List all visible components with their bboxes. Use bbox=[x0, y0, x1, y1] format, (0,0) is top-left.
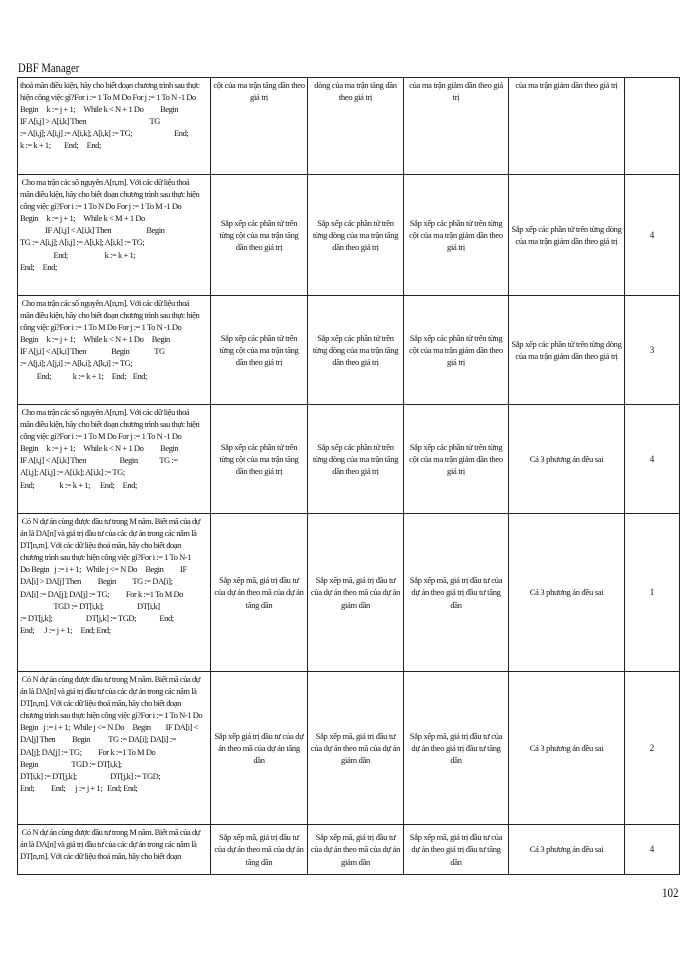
app-title: DBF Manager bbox=[18, 60, 80, 75]
option-b: dòng của ma trận tăng dần theo giá trị bbox=[308, 78, 404, 175]
answer-cell: 2 bbox=[625, 672, 680, 825]
option-a: Sắp xếp các phần tử trên từng cột của ma trận tăng dần theo giá trị bbox=[211, 175, 308, 296]
option-d: của ma trận giảm dần theo giá trị bbox=[509, 78, 625, 175]
question-text: Cho ma trận các số nguyên A[n,m]. Với các dữ liệu thoả mãn điều kiện, hãy cho biết đoạn chương trình sau thực hiện công việc gì?For i := 1 To M Do For j := 1 To N -1 Do Begin k := j + 1; While k < N + 1 Do Begin IF A[j,i] < A[k,i] Then Begin TG := A[j,i]; A[j,i] := A[k,i]; A[k,i] := TG; End; k := k + 1; End; End; bbox=[18, 296, 211, 405]
question-text: Cho ma trận các số nguyên A[n,m]. Với các dữ liệu thoả mãn điều kiện, hãy cho biết đoạn chương trình sau thực hiện công việc gì?For i := 1 To M Do For j := 1 To N -1 Do Begin k := j + 1; While k < N + 1 Do Begin IF A[i,j] < A[i,k] Then Begin TG := A[i,j]; A[i,j] := A[i,k]; A[i,k] := TG; End; k := k + 1; End; End; bbox=[18, 405, 211, 514]
answer-cell: 4 bbox=[625, 405, 680, 514]
option-b: Sắp xếp các phần tử trên từng dòng của ma trận tăng dần theo giá trị bbox=[308, 175, 404, 296]
option-a: Sắp xếp các phần tử trên từng cột của ma trận tăng dần theo giá trị bbox=[211, 405, 308, 514]
option-b: Sắp xếp mã, giá trị đầu tư của dự án theo mã của dự án giảm dần bbox=[308, 672, 404, 825]
question-row-2 bbox=[18, 175, 680, 296]
option-a: Sắp xếp giá trị đầu tư của dự án theo mã của dự án tăng dần bbox=[211, 672, 308, 825]
question-row-4 bbox=[18, 405, 680, 514]
option-c: của ma trận giảm dần theo giá trị bbox=[404, 78, 509, 175]
option-b: Sắp xếp các phần tử trên từng dòng của ma trận tăng dần theo giá trị bbox=[308, 296, 404, 405]
question-row-1 bbox=[18, 78, 680, 175]
option-d: Sắp xếp các phần tử trên từng dòng của ma trận giảm dần theo giá trị bbox=[509, 296, 625, 405]
option-d: Sắp xếp các phần tử trên từng dòng của ma trận giảm dần theo giá trị bbox=[509, 175, 625, 296]
answer-cell bbox=[625, 78, 680, 175]
question-row-7 bbox=[18, 825, 680, 875]
option-a: Sắp xếp mã, giá trị đầu tư của dự án theo mã của dự án tăng dần bbox=[211, 514, 308, 672]
page-number: 102 bbox=[662, 885, 679, 900]
option-d: Cả 3 phương án đều sai bbox=[509, 672, 625, 825]
question-row-3 bbox=[18, 296, 680, 405]
option-d: Cả 3 phương án đều sai bbox=[509, 405, 625, 514]
option-c: Sắp xếp các phần tử trên từng cột của ma trận giảm dần theo giá trị bbox=[404, 405, 509, 514]
answer-cell: 4 bbox=[625, 825, 680, 875]
option-c: Sắp xếp mã, giá trị đầu tư của dự án theo giá trị đầu tư tăng dần bbox=[404, 672, 509, 825]
option-d: Cả 3 phương án đều sai bbox=[509, 825, 625, 875]
question-text: Cho ma trận các số nguyên A[n,m]. Với các dữ liệu thoả mãn điều kiện, hãy cho biết đoạn chương trình sau thực hiện công việc gì?For i := 1 To N Do For j := 1 To M -1 Do Begin k := j + 1; While k < M + 1 Do IF A[i,j] < A[i,k] Then Begin TG := A[i,j]; A[i,j] := A[i,k]; A[i,k] := TG; End; k := k + 1; End; End; bbox=[18, 175, 211, 296]
answer-cell: 4 bbox=[625, 175, 680, 296]
question-text: thoả mãn điều kiện, hãy cho biết đoạn chương trình sau thực hiện công việc gì?For i := 1 To M Do For j := 1 To N -1 Do Begin k := j + 1; While k < N + 1 Do Begin IF A[i,j] > A[i,k] Then TG := A[i,j]; A[i,j] := A[i,k]; A[i,k] := TG; End; k := k + 1; End; End; bbox=[18, 78, 211, 175]
question-text: Có N dự án cùng được đầu tư trong M năm. Biết mã của dự án là DA[n] và giá trị đầu tư của các dự án trong các năm là DT[n,m]. Với các dữ liệu thoả mãn, hãy cho biết đoạn bbox=[18, 825, 211, 875]
option-a: cột của ma trận tăng dần theo giá trị bbox=[211, 78, 308, 175]
option-c: Sắp xếp các phần tử trên từng cột của ma trận giảm dần theo giá trị bbox=[404, 175, 509, 296]
questions-table bbox=[17, 77, 680, 875]
option-b: Sắp xếp mã, giá trị đầu tư của dự án theo mã của dự án giảm dần bbox=[308, 825, 404, 875]
answer-cell: 1 bbox=[625, 514, 680, 672]
answer-cell: 3 bbox=[625, 296, 680, 405]
question-text: Có N dự án cùng được đầu tư trong M năm. Biết mã của dự án là DA[n] và giá trị đầu tư của các dự án trong các năm là DT[n,m]. Với các dữ liệu thoả mãn, hãy cho biết đoạn chương trình sau thực hiện công việc gì?For i := 1 To N-1 Do Begin j := i + 1; While j <= N Do Begin IF DA[i] < DA[j] Then Begin TG := DA[i]; DA[i] := DA[j]; DA[j] := TG; For k :=1 To M Do Begin TGD := DT[i,k]; DT[i,k] := DT[j,k]; DT[j,k] := TGD; End; End; j := j + 1; End; End; bbox=[18, 672, 211, 825]
option-c: Sắp xếp các phần tử trên từng cột của ma trận giảm dần theo giá trị bbox=[404, 296, 509, 405]
question-row-6 bbox=[18, 672, 680, 825]
question-text: Có N dự án cùng được đầu tư trong M năm. Biết mã của dự án là DA[n] và giá trị đầu tư của các dự án trong các năm là DT[n,m]. Với các dữ liệu thoả mãn, hãy cho biết đoạn chương trình sau thực hiện công việc gì?For i := 1 To N-1 Do Begin j := i + 1; While j <= N Do Begin IF DA[i] > DA[j] Then Begin TG := DA[i]; DA[i] := DA[j]; DA[j] := TG; For k :=1 To M Do TGD := DT[i,k]; DT[i,k] := DT[j,k]; DT[j,k] := TGD; End; End; J := j + 1; End; End; bbox=[18, 514, 211, 672]
option-d: Cả 3 phương án đều sai bbox=[509, 514, 625, 672]
option-c: Sắp xếp mã, giá trị đầu tư của dự án theo giá trị đầu tư tăng dần bbox=[404, 514, 509, 672]
option-c: Sắp xếp mã, giá trị đầu tư của dự án theo giá trị đầu tư tăng dần bbox=[404, 825, 509, 875]
option-a: Sắp xếp mã, giá trị đầu tư của dự án theo mã của dự án tăng dần bbox=[211, 825, 308, 875]
question-row-5 bbox=[18, 514, 680, 672]
option-b: Sắp xếp các phần tử trên từng dòng của ma trận tăng dần theo giá trị bbox=[308, 405, 404, 514]
option-b: Sắp xếp mã, giá trị đầu tư của dự án theo mã của dự án giảm dần bbox=[308, 514, 404, 672]
option-a: Sắp xếp các phần tử trên từng cột của ma trận tăng dần theo giá trị bbox=[211, 296, 308, 405]
